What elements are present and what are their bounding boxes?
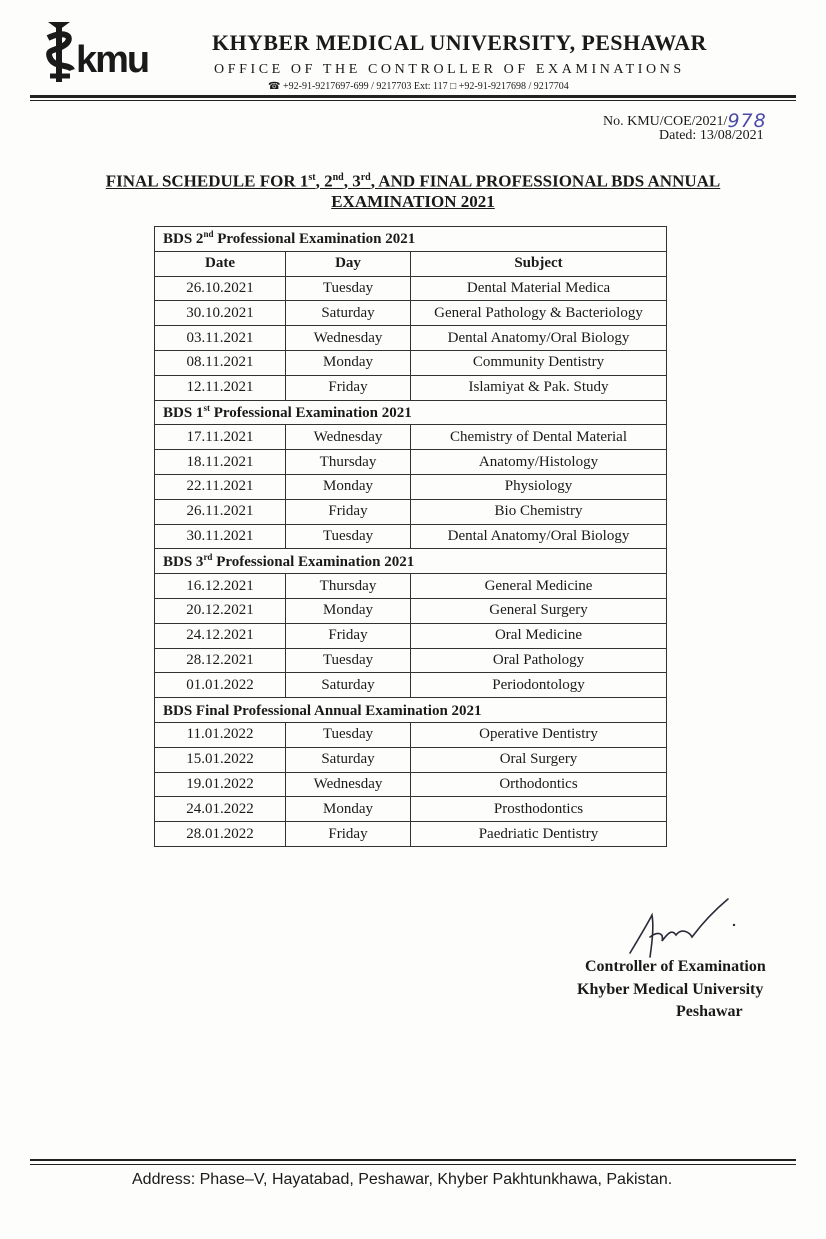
section-heading-row (155, 400, 667, 425)
column-header: Date (155, 251, 286, 276)
table-row (155, 350, 667, 375)
exam-day: Monday (286, 350, 411, 375)
footer-rule (30, 1159, 796, 1161)
footer-rule-thin (30, 1164, 796, 1165)
exam-day: Wednesday (286, 772, 411, 797)
exam-day: Thursday (286, 574, 411, 599)
exam-day: Monday (286, 598, 411, 623)
exam-day: Saturday (286, 301, 411, 326)
exam-subject: Operative Dentistry (411, 722, 667, 747)
exam-day: Friday (286, 375, 411, 400)
exam-date: 19.01.2022 (155, 772, 286, 797)
table-row (155, 450, 667, 475)
exam-date: 15.01.2022 (155, 747, 286, 772)
exam-subject: Paedriatic Dentistry (411, 822, 667, 847)
exam-subject: Oral Surgery (411, 747, 667, 772)
table-row (155, 722, 667, 747)
exam-day: Thursday (286, 450, 411, 475)
university-name: KHYBER MEDICAL UNIVERSITY, PESHAWAR (212, 30, 707, 55)
reference-date: Dated: 13/08/2021 (659, 128, 764, 143)
exam-date: 03.11.2021 (155, 326, 286, 351)
table-row (155, 474, 667, 499)
section-heading: BDS 2nd Professional Examination 2021 (155, 227, 667, 252)
exam-date: 11.01.2022 (155, 722, 286, 747)
table-row (155, 747, 667, 772)
exam-subject: Dental Anatomy/Oral Biology (411, 326, 667, 351)
exam-day: Tuesday (286, 524, 411, 549)
section-heading: BDS 3rd Professional Examination 2021 (155, 549, 667, 574)
table-row (155, 425, 667, 450)
table-row (155, 797, 667, 822)
column-header: Subject (411, 251, 667, 276)
reference-prefix: No. KMU/COE/2021/ (603, 114, 728, 129)
exam-subject: General Medicine (411, 574, 667, 599)
table-row (155, 623, 667, 648)
exam-day: Wednesday (286, 326, 411, 351)
exam-date: 08.11.2021 (155, 350, 286, 375)
table-row (155, 499, 667, 524)
exam-schedule-table (154, 226, 667, 847)
table-row (155, 326, 667, 351)
exam-subject: Physiology (411, 474, 667, 499)
exam-date: 16.12.2021 (155, 574, 286, 599)
exam-subject: Orthodontics (411, 772, 667, 797)
exam-subject: Islamiyat & Pak. Study (411, 375, 667, 400)
signatory-institution: Khyber Medical University (577, 981, 764, 998)
fax-icon: □ (450, 81, 457, 92)
exam-subject: General Surgery (411, 598, 667, 623)
exam-date: 26.11.2021 (155, 499, 286, 524)
exam-subject: Anatomy/Histology (411, 450, 667, 475)
header-rule (30, 95, 796, 98)
exam-subject: Bio Chemistry (411, 499, 667, 524)
exam-subject: Dental Material Medica (411, 276, 667, 301)
column-header-row (155, 251, 667, 276)
exam-date: 22.11.2021 (155, 474, 286, 499)
exam-day: Saturday (286, 673, 411, 698)
exam-date: 28.12.2021 (155, 648, 286, 673)
exam-day: Wednesday (286, 425, 411, 450)
exam-day: Saturday (286, 747, 411, 772)
exam-date: 17.11.2021 (155, 425, 286, 450)
header-rule-thin (30, 100, 796, 101)
section-heading-row (155, 549, 667, 574)
document-title-line2: EXAMINATION 2021 (331, 191, 495, 211)
exam-date: 01.01.2022 (155, 673, 286, 698)
section-heading-row (155, 698, 667, 723)
section-heading-row (155, 227, 667, 252)
section-heading: BDS 1st Professional Examination 2021 (155, 400, 667, 425)
exam-day: Tuesday (286, 722, 411, 747)
kmu-logo (44, 18, 194, 84)
section-heading: BDS Final Professional Annual Examination 2021 (155, 698, 667, 723)
exam-subject: Periodontology (411, 673, 667, 698)
column-header: Day (286, 251, 411, 276)
signatory-title: Controller of Examination (585, 958, 766, 975)
table-row (155, 524, 667, 549)
contact-numbers (268, 81, 569, 92)
exam-date: 24.01.2022 (155, 797, 286, 822)
table-row (155, 375, 667, 400)
exam-subject: Oral Medicine (411, 623, 667, 648)
exam-subject: Dental Anatomy/Oral Biology (411, 524, 667, 549)
exam-date: 12.11.2021 (155, 375, 286, 400)
telephone-icon: ☎ (268, 81, 281, 92)
table-row (155, 648, 667, 673)
exam-date: 30.11.2021 (155, 524, 286, 549)
document-title: FINAL SCHEDULE FOR 1st, 2nd, 3rd, AND FINAL PROFESSIONAL BDS ANNUAL EXAMINATION 2021 (105, 171, 721, 211)
exam-date: 28.01.2022 (155, 822, 286, 847)
exam-date: 30.10.2021 (155, 301, 286, 326)
exam-date: 26.10.2021 (155, 276, 286, 301)
exam-day: Monday (286, 797, 411, 822)
signatory-city: Peshawar (676, 1003, 743, 1020)
exam-date: 20.12.2021 (155, 598, 286, 623)
table-row (155, 822, 667, 847)
exam-subject: Prosthodontics (411, 797, 667, 822)
logo-text: kmu (76, 39, 149, 81)
fax-numbers: +92-91-9217698 / 9217704 (458, 81, 569, 92)
table-row (155, 598, 667, 623)
table-row (155, 772, 667, 797)
table-row (155, 673, 667, 698)
reference-handwritten-number: 978 (727, 110, 767, 132)
exam-day: Tuesday (286, 276, 411, 301)
phone-numbers: +92-91-9217697-699 / 9217703 Ext: 117 (282, 81, 448, 92)
office-name: OFFICE OF THE CONTROLLER OF EXAMINATIONS (214, 62, 685, 77)
table-row (155, 276, 667, 301)
table-row (155, 574, 667, 599)
exam-subject: Oral Pathology (411, 648, 667, 673)
exam-date: 24.12.2021 (155, 623, 286, 648)
handwritten-signature (612, 893, 740, 965)
footer-address: Address: Phase–V, Hayatabad, Peshawar, Khyber Pakhtunkhawa, Pakistan. (132, 1171, 673, 1188)
exam-day: Friday (286, 822, 411, 847)
exam-subject: Community Dentistry (411, 350, 667, 375)
table-row (155, 301, 667, 326)
exam-day: Tuesday (286, 648, 411, 673)
exam-day: Friday (286, 499, 411, 524)
exam-subject: General Pathology & Bacteriology (411, 301, 667, 326)
exam-subject: Chemistry of Dental Material (411, 425, 667, 450)
exam-day: Monday (286, 474, 411, 499)
exam-date: 18.11.2021 (155, 450, 286, 475)
exam-day: Friday (286, 623, 411, 648)
